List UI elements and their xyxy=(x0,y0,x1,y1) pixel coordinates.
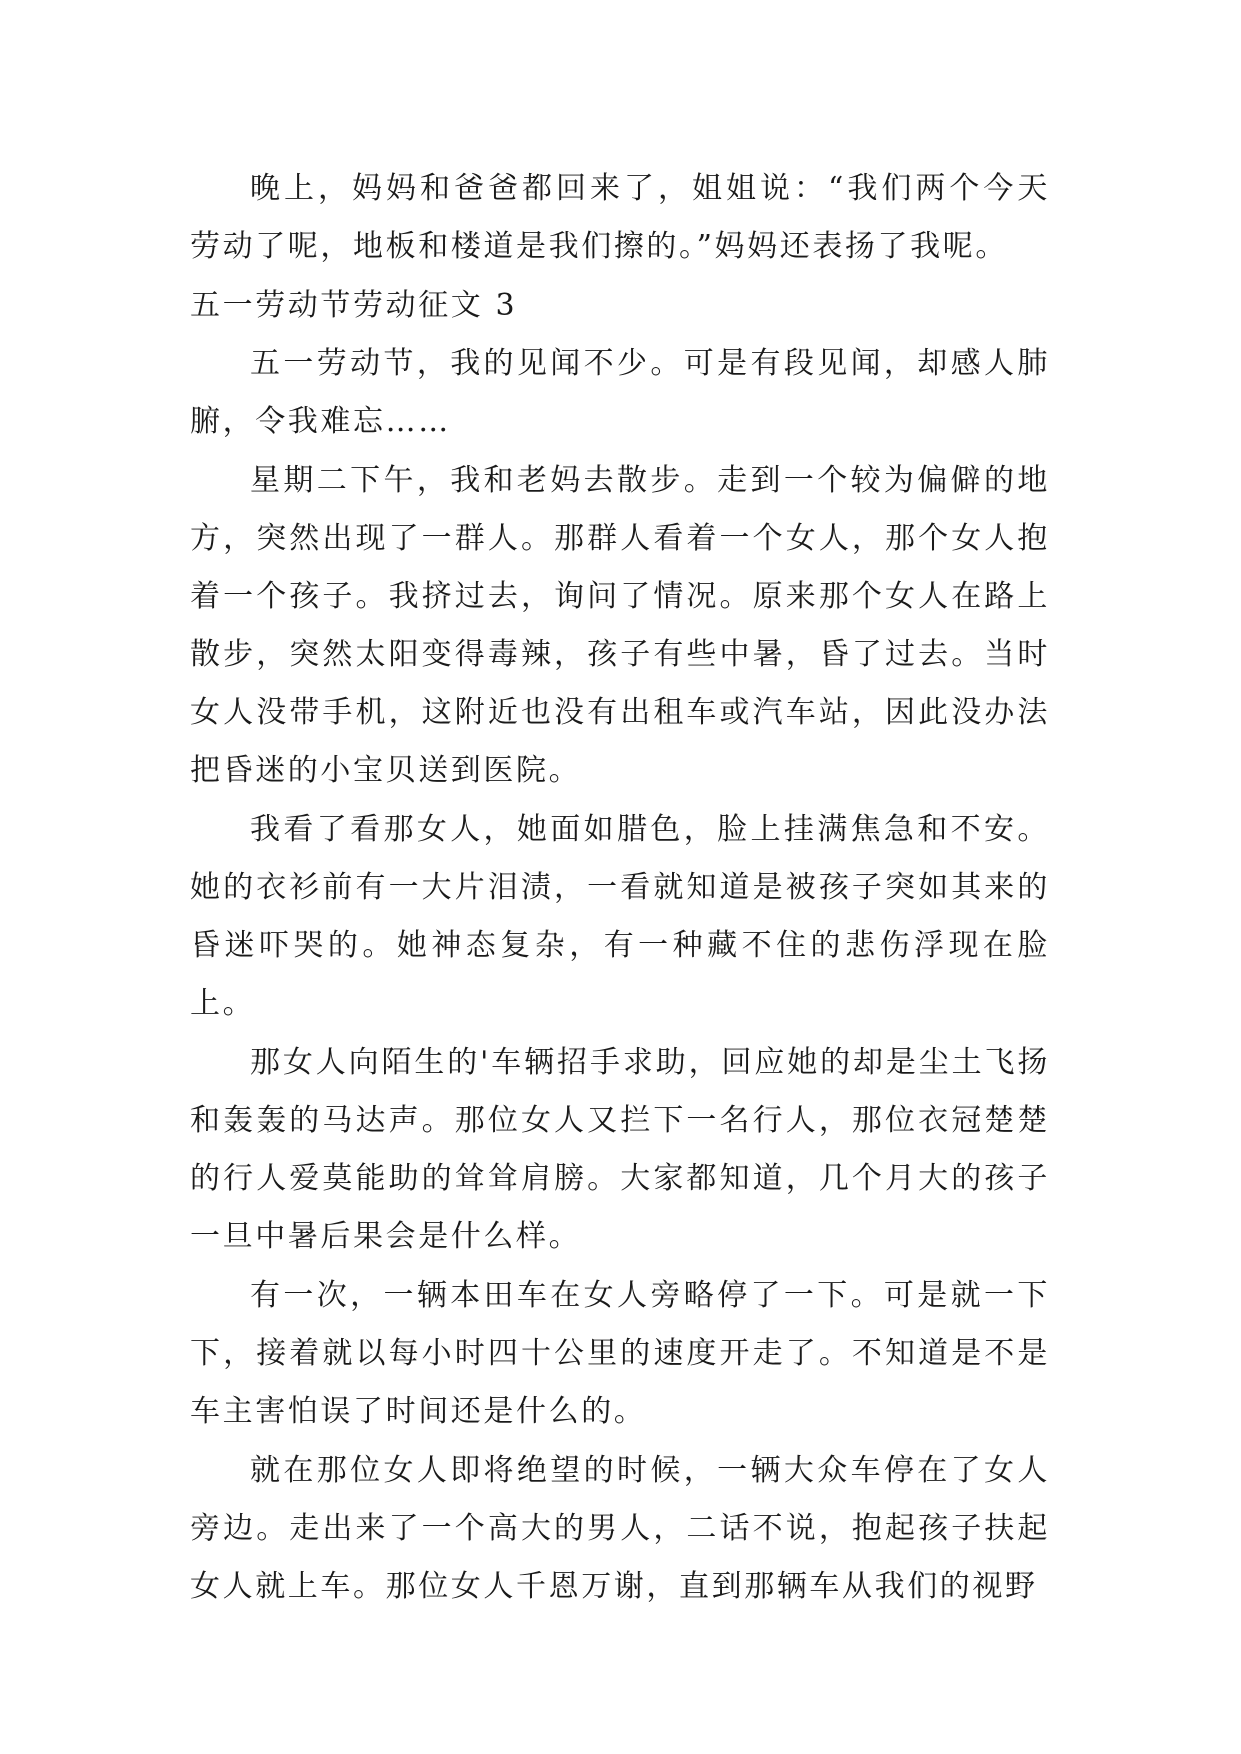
paragraph-2: 星期二下午，我和老妈去散步。走到一个较为偏僻的地方，突然出现了一群人。那群人看着一个女人，那个女人抱着一个孩子。我挤过去，询问了情况。原来那个女人在路上散步，突然太阳变得毒辣，孩子有些中暑，昏了过去。当时女人没带手机，这附近也没有出租车或汽车站，因此没办法把昏迷的小宝贝送到医院。 xyxy=(190,463,1050,788)
paragraph-1: 五一劳动节，我的见闻不少。可是有段见闻，却感人肺腑，令我难忘…… xyxy=(190,346,1050,439)
section-title: 五一劳动节劳动征文 3 xyxy=(190,288,518,323)
document-page xyxy=(190,160,1050,1617)
paragraph-6: 就在那位女人即将绝望的时候，一辆大众车停在了女人旁边。走出来了一个高大的男人，二话不说，抱起孩子扶起女人就上车。那位女人千恩万谢，直到那辆车从我们的视野 xyxy=(190,1453,1050,1604)
paragraph-3: 我看了看那女人，她面如腊色，脸上挂满焦急和不安。她的衣衫前有一大片泪渍，一看就知道是被孩子突如其来的昏迷吓哭的。她神态复杂，有一种藏不住的悲伤浮现在脸上。 xyxy=(190,812,1050,1021)
paragraph-5: 有一次，一辆本田车在女人旁略停了一下。可是就一下下，接着就以每小时四十公里的速度开走了。不知道是不是车主害怕误了时间还是什么的。 xyxy=(190,1278,1050,1429)
paragraph-4: 那女人向陌生的'车辆招手求助，回应她的却是尘土飞扬和轰轰的马达声。那位女人又拦下一名行人，那位衣冠楚楚的行人爱莫能助的耸耸肩膀。大家都知道，几个月大的孩子一旦中暑后果会是什么样。 xyxy=(190,1045,1050,1254)
paragraph-intro: 晚上，妈妈和爸爸都回来了，姐姐说：“我们两个今天劳动了呢，地板和楼道是我们擦的。”妈妈还表扬了我呢。 xyxy=(190,171,1050,264)
